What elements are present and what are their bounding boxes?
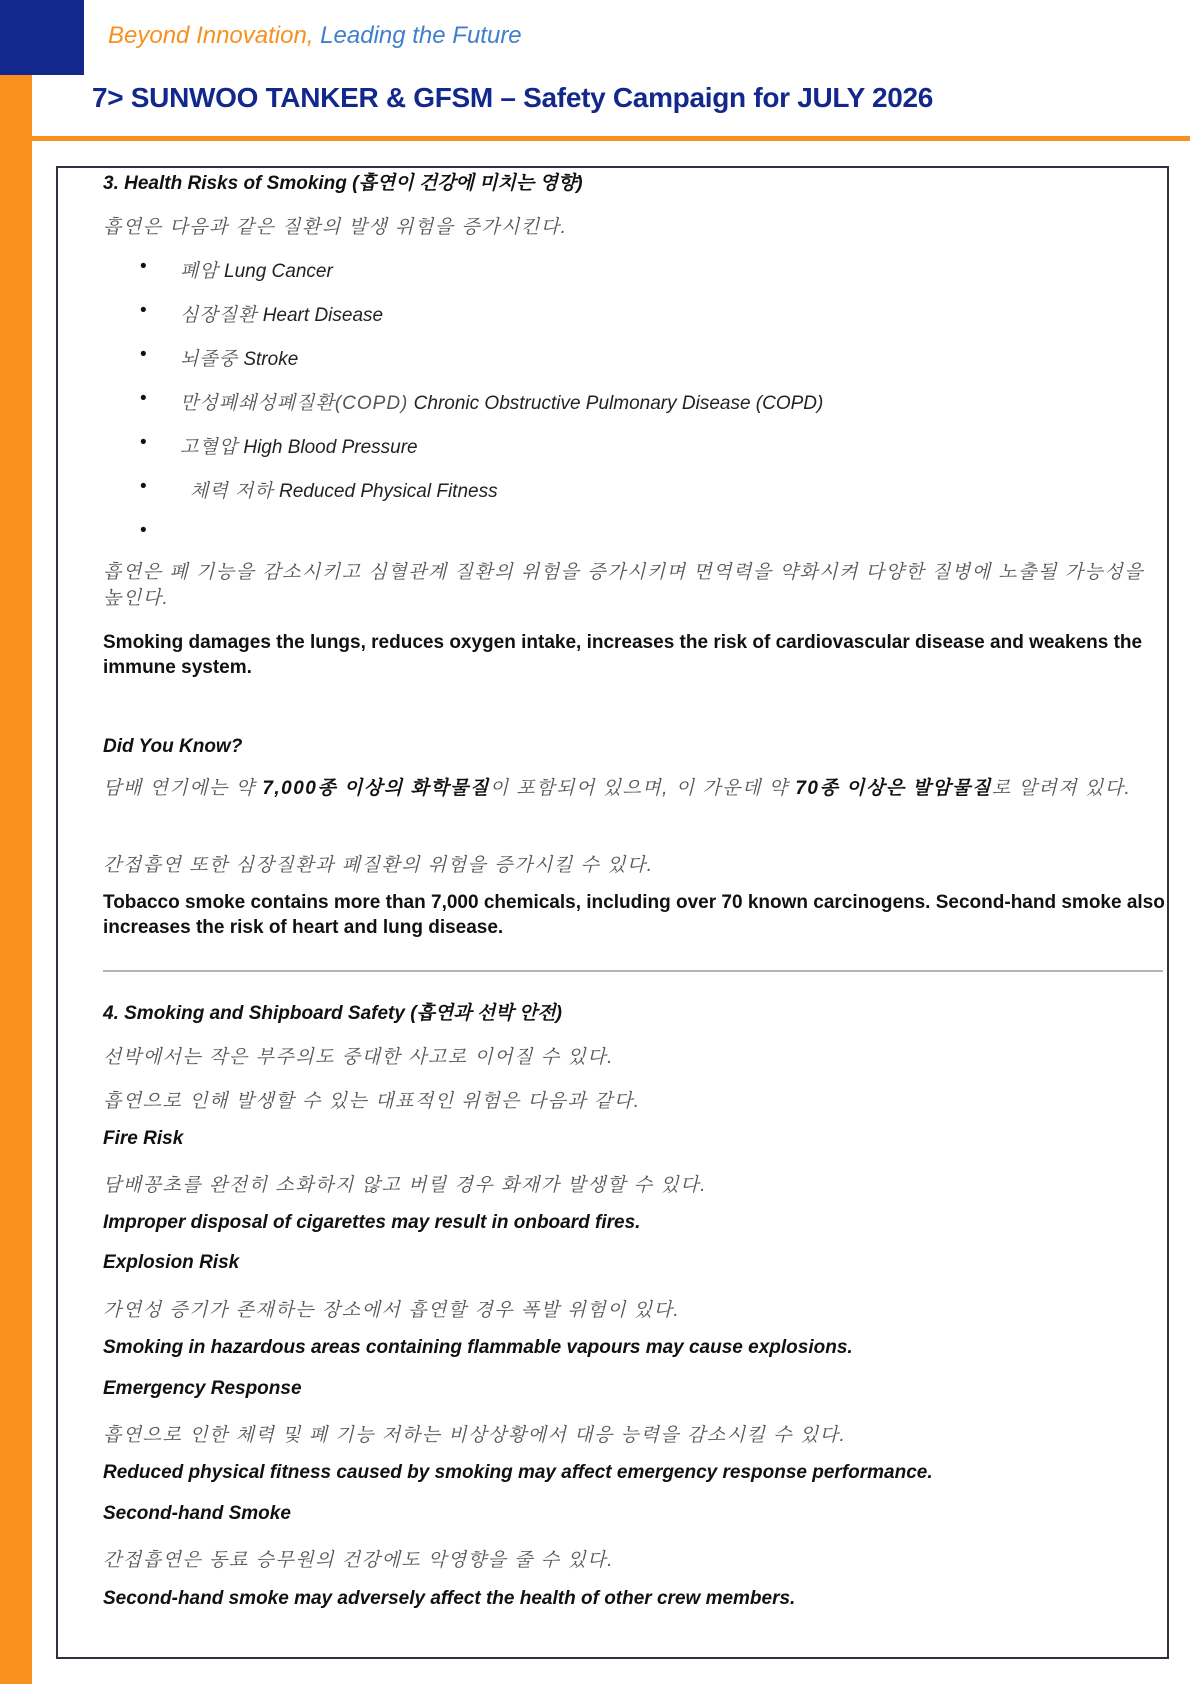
list-item: 심장질환 Heart Disease	[180, 305, 384, 326]
left-accent-bar	[0, 0, 32, 1684]
list-item: 고혈압 High Blood Pressure	[180, 437, 418, 458]
bullet: •	[140, 388, 147, 409]
bullet: •	[140, 300, 147, 321]
explosion-risk-title: Explosion Risk	[103, 1252, 240, 1273]
section-divider	[103, 970, 1163, 972]
second-hand-smoke-title: Second-hand Smoke	[103, 1503, 291, 1524]
did-you-know-heading: Did You Know?	[103, 736, 243, 757]
list-item: 폐암 Lung Cancer	[180, 261, 333, 282]
did-you-know-en: Tobacco smoke contains more than 7,000 chemicals, including over 70 known carcinogens. Second-hand smoke also increases the risk of heart and lung disease.	[103, 892, 1165, 938]
logo-block	[0, 0, 84, 75]
section4-intro-1: 선박에서는 작은 부주의도 중대한 사고로 이어질 수 있다.	[103, 1047, 614, 1068]
emergency-response-en: Reduced physical fitness caused by smoking may affect emergency response performance.	[103, 1462, 933, 1483]
section3-summary-en: Smoking damages the lungs, reduces oxygen intake, increases the risk of cardiovascular disease and weakens the immune system.	[103, 632, 1143, 678]
header-divider	[32, 136, 1190, 141]
list-item: 만성폐쇄성폐질환(COPD) Chronic Obstructive Pulmonary Disease (COPD)	[180, 393, 824, 414]
explosion-risk-en: Smoking in hazardous areas containing flammable vapours may cause explosions.	[103, 1337, 853, 1358]
section3-summary-kr: 흡연은 폐 기능을 감소시키고 심혈관계 질환의 위험을 증가시키며 면역력을 약화시켜 다양한 질병에 노출될 가능성을 높인다.	[103, 562, 1145, 609]
fire-risk-kr: 담배꽁초를 완전히 소화하지 않고 버릴 경우 화재가 발생할 수 있다.	[103, 1175, 707, 1196]
bullet-empty: •	[140, 520, 147, 541]
emergency-response-title: Emergency Response	[103, 1378, 302, 1399]
second-hand-smoke-kr: 간접흡연은 동료 승무원의 건강에도 악영향을 줄 수 있다.	[103, 1550, 614, 1571]
bullet: •	[140, 344, 147, 365]
did-you-know-kr: 담배 연기에는 약 7,000종 이상의 화학물질이 포함되어 있으며, 이 가운데 약 70종 이상은 발암물질로 알려져 있다.	[103, 778, 1132, 799]
tagline	[108, 22, 522, 50]
emergency-response-kr: 흡연으로 인한 체력 및 폐 기능 저하는 비상상황에서 대응 능력을 감소시킬 수 있다.	[103, 1425, 847, 1446]
did-you-know-kr-second: 간접흡연 또한 심장질환과 폐질환의 위험을 증가시킬 수 있다.	[103, 855, 654, 876]
tagline-part1: Beyond Innovation,	[108, 22, 314, 49]
fire-risk-en: Improper disposal of cigarettes may result in onboard fires.	[103, 1212, 641, 1233]
page-title: 7> SUNWOO TANKER & GFSM – Safety Campaign for JULY 2026	[92, 82, 934, 113]
section3-heading: 3. Health Risks of Smoking (흡연이 건강에 미치는 영향)	[103, 173, 583, 194]
list-item: 뇌졸중 Stroke	[180, 349, 299, 370]
fire-risk-title: Fire Risk	[103, 1128, 184, 1149]
bullet: •	[140, 256, 147, 277]
section4-heading: 4. Smoking and Shipboard Safety (흡연과 선박 안전)	[103, 1003, 562, 1024]
tagline-part2: Leading the Future	[320, 22, 522, 49]
list-item: 체력 저하 Reduced Physical Fitness	[190, 481, 498, 502]
second-hand-smoke-en: Second-hand smoke may adversely affect the health of other crew members.	[103, 1588, 796, 1609]
section4-intro-2: 흡연으로 인해 발생할 수 있는 대표적인 위험은 다음과 같다.	[103, 1091, 641, 1112]
bullet: •	[140, 432, 147, 453]
explosion-risk-kr: 가연성 증기가 존재하는 장소에서 흡연할 경우 폭발 위험이 있다.	[103, 1300, 681, 1321]
bullet: •	[140, 476, 147, 497]
section3-intro: 흡연은 다음과 같은 질환의 발생 위험을 증가시킨다.	[103, 217, 568, 238]
